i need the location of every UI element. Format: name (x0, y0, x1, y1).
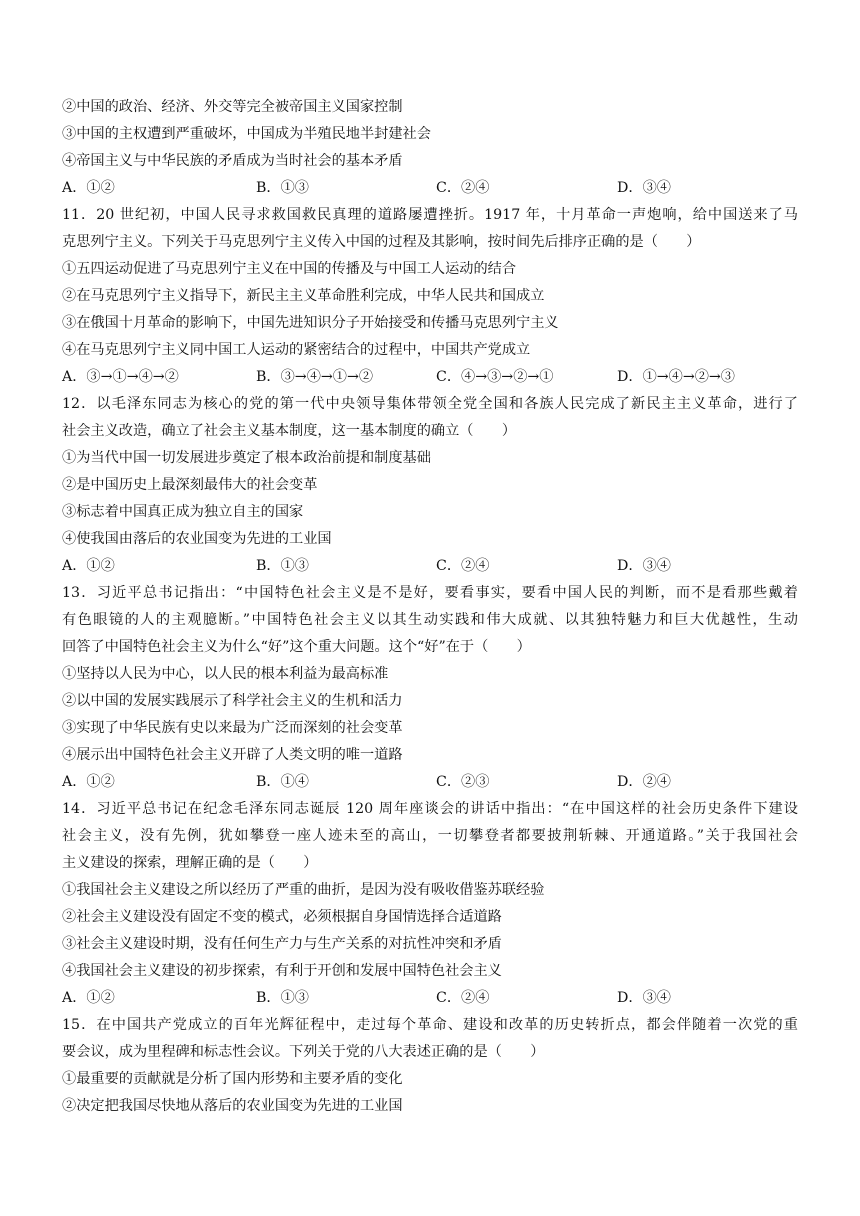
statement-4: ④展示出中国特色社会主义开辟了人类文明的唯一道路 (62, 747, 403, 763)
statement-1: ①为当代中国一切发展进步奠定了根本政治前提和制度基础 (62, 450, 431, 466)
statement-4: ④使我国由落后的农业国变为先进的工业国 (62, 531, 332, 547)
option-a: A．③→①→④→② (62, 369, 179, 385)
statement-1: ①我国社会主义建设之所以经历了严重的曲折，是因为没有吸收借鉴苏联经验 (62, 882, 545, 898)
option-d: D．③④ (617, 558, 671, 574)
option-d: D．②④ (617, 774, 671, 790)
statement-2: ②以中国的发展实践展示了科学社会主义的生机和活力 (62, 693, 403, 709)
answer-options (62, 175, 798, 202)
option-c: C．②③ (436, 774, 490, 790)
option-d: D．①→④→②→③ (617, 369, 735, 385)
option-b: B．①④ (256, 774, 309, 790)
option-c: C．②④ (436, 558, 490, 574)
statement-3: ③实现了中华民族有史以来最为广泛而深刻的社会变革 (62, 720, 403, 736)
question-stem-line: 克思列宁主义。下列关于马克思列宁主义传入中国的过程及其影响，按时间先后排序正确的是（ ） (62, 234, 701, 250)
question-stem-line: 12．以毛泽东同志为核心的党的第一代中央领导集体带领全党全国和各族人民完成了新民主主义革命，进行了 (62, 396, 798, 412)
answer-options (62, 985, 798, 1012)
option-b: B．①③ (256, 558, 309, 574)
question-stem-line: 有色眼镜的人的主观臆断。”中国特色社会主义以其生动实践和伟大成就、以其独特魅力和巨大优越性，生动 (62, 612, 798, 628)
option-c: C．④→③→②→① (436, 369, 554, 385)
statement-1: ①最重要的贡献就是分析了国内形势和主要矛盾的变化 (62, 1071, 403, 1087)
question-stem-line: 社会主义，没有先例，犹如攀登一座人迹未至的高山，一切攀登者都要披荆斩棘、开通道路。”关于我国社会 (62, 828, 798, 844)
statement-2: ②在马克思列宁主义指导下，新民主主义革命胜利完成，中华人民共和国成立 (62, 288, 545, 304)
page-content (62, 94, 798, 1120)
option-a: A．①② (62, 180, 115, 196)
option-b: B．③→④→①→② (256, 369, 374, 385)
statement-2: ②是中国历史上最深刻最伟大的社会变革 (62, 477, 318, 493)
question-stem-line: 15．在中国共产党成立的百年光辉征程中，走过每个革命、建设和改革的历史转折点，都会伴随着一次党的重 (62, 1017, 798, 1033)
answer-options (62, 553, 798, 580)
statement-4: ④在马克思列宁主义同中国工人运动的紧密结合的过程中，中国共产党成立 (62, 342, 531, 358)
question-stem-line: 社会主义改造，确立了社会主义基本制度，这一基本制度的确立（ ） (62, 423, 517, 439)
statement-1: ①五四运动促进了马克思列宁主义在中国的传播及与中国工人运动的结合 (62, 261, 517, 277)
question-15 (62, 1012, 798, 1120)
question-stem-line: 要会议，成为里程碑和标志性会议。下列关于党的八大表述正确的是（ ） (62, 1044, 545, 1060)
statement-3: ③中国的主权遭到严重破坏，中国成为半殖民地半封建社会 (62, 126, 431, 142)
question-stem-line: 主义建设的探索，理解正确的是（ ） (62, 855, 318, 871)
option-d: D．③④ (617, 180, 671, 196)
question-13 (62, 580, 798, 796)
option-d: D．③④ (617, 990, 671, 1006)
statement-3: ③社会主义建设时期，没有任何生产力与生产关系的对抗性冲突和矛盾 (62, 936, 502, 952)
option-a: A．①② (62, 990, 115, 1006)
statement-4: ④我国社会主义建设的初步探索，有利于开创和发展中国特色社会主义 (62, 963, 502, 979)
option-c: C．②④ (436, 180, 490, 196)
statement-1: ①坚持以人民为中心，以人民的根本利益为最高标准 (62, 666, 389, 682)
question-stem-line: 回答了中国特色社会主义为什么“好”这个重大问题。这个“好”在于（ ） (62, 639, 531, 655)
question-11 (62, 202, 798, 391)
statement-3: ③在俄国十月革命的影响下，中国先进知识分子开始接受和传播马克思列宁主义 (62, 315, 559, 331)
option-b: B．①③ (256, 990, 309, 1006)
question-14 (62, 796, 798, 1012)
option-b: B．①③ (256, 180, 309, 196)
statement-4: ④帝国主义与中华民族的矛盾成为当时社会的基本矛盾 (62, 153, 403, 169)
answer-options (62, 769, 798, 796)
question-stem-line: 14．习近平总书记在纪念毛泽东同志诞辰 120 周年座谈会的讲话中指出：“在中国这样的社会历史条件下建设 (62, 801, 798, 817)
statement-2: ②社会主义建设没有固定不变的模式，必须根据自身国情选择合适道路 (62, 909, 502, 925)
option-a: A．①② (62, 558, 115, 574)
question-stem-line: 11．20 世纪初，中国人民寻求救国救民真理的道路屡遭挫折。1917 年，十月革命一声炮响，给中国送来了马 (62, 207, 798, 223)
option-c: C．②④ (436, 990, 490, 1006)
option-a: A．①② (62, 774, 115, 790)
question-12 (62, 391, 798, 580)
answer-options (62, 364, 798, 391)
question-stem-line: 13．习近平总书记指出：“中国特色社会主义是不是好，要看事实，要看中国人民的判断，而不是看那些戴着 (62, 585, 798, 601)
question-10 (62, 94, 798, 202)
statement-2: ②中国的政治、经济、外交等完全被帝国主义国家控制 (62, 99, 403, 115)
statement-2: ②决定把我国尽快地从落后的农业国变为先进的工业国 (62, 1098, 403, 1114)
statement-3: ③标志着中国真正成为独立自主的国家 (62, 504, 304, 520)
